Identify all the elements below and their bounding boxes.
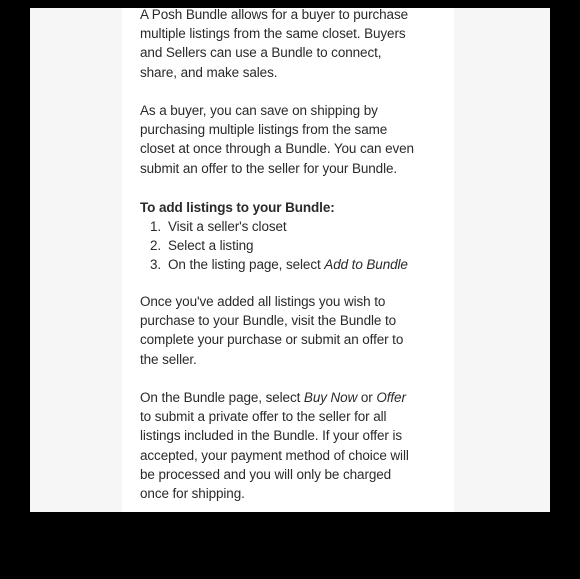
add-to-bundle-label: Add to Bundle	[324, 257, 408, 273]
step-text: Visit a seller's closet	[168, 219, 287, 234]
screenshot-frame	[30, 8, 550, 512]
list-item	[150, 255, 408, 274]
checkout-paragraph: Once you've added all listings you wish to purchase to your Bundle, visit the Bundle to complete your purchase or submit an offer to the seller.	[140, 294, 404, 367]
step-number: 3.	[150, 257, 162, 273]
right-margin	[454, 8, 550, 512]
buyer-paragraph: As a buyer, you can save on shipping by purchasing multiple listings from the same closet at once through a Bundle. You can even submit an offer to the seller for your Bundle.	[140, 103, 414, 176]
step-text: Select a listing	[168, 238, 254, 254]
step-number: 2.	[150, 238, 162, 254]
list-item	[150, 217, 408, 236]
intro-paragraph: A Posh Bundle allows for a buyer to purchase multiple listings from the same closet. Buyers and Sellers can use a Bundle to connect, share, and make sales.	[140, 8, 409, 80]
steps-list	[150, 217, 408, 275]
steps-heading: To add listings to your Bundle:	[140, 200, 335, 215]
offer-paragraph	[140, 388, 440, 503]
buy-now-label: Buy Now	[303, 390, 358, 405]
step-text: On the listing page, select	[168, 257, 325, 273]
left-margin	[30, 8, 122, 512]
offer-or-text: or	[357, 390, 377, 405]
list-item	[150, 236, 408, 255]
offer-lead-text: On the Bundle page, select	[140, 390, 304, 405]
offer-label: Offer	[376, 390, 406, 405]
step-number: 1.	[150, 219, 162, 234]
offer-rest-text: to submit a private offer to the seller for all listings included in the Bundle. If your offer is accepted, your payment method of choice will be processed and you will only be charged once for shipping.	[140, 409, 409, 502]
